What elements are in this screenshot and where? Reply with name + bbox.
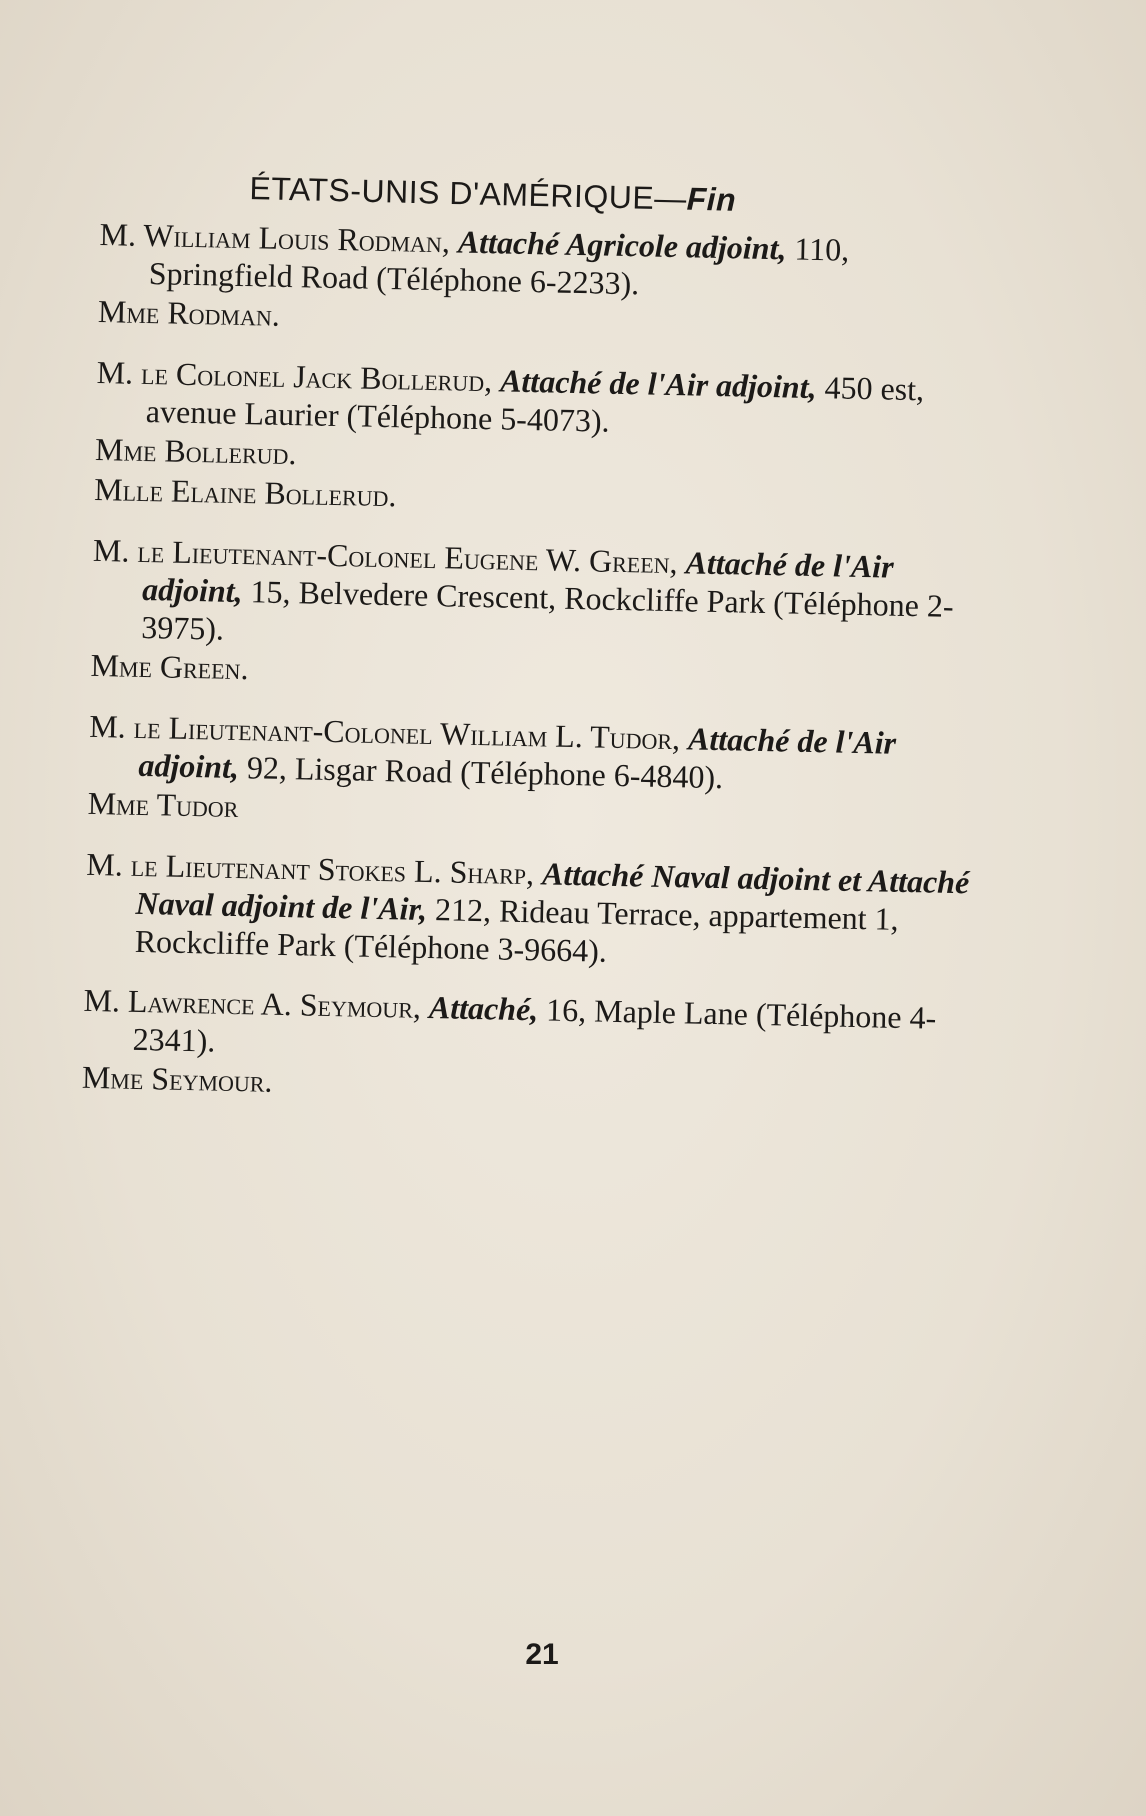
entry-address: 16, Maple Lane (Téléphone 4-2341). — [132, 991, 937, 1059]
entry-title: Attaché Naval adjoint et Attaché Naval adjoint de l'Air, — [135, 855, 970, 927]
entry-title: Attaché de l'Air adjoint, — [141, 544, 894, 610]
entry-name: M. le Lieutenant-Colonel Eugene W. Green, — [92, 531, 679, 581]
list-item — [98, 215, 1000, 350]
entry-name: M. le Lieutenant-Colonel William L. Tudor, — [88, 707, 681, 757]
list-item — [82, 981, 984, 1116]
entry-address: 92, Lisgar Road (Téléphone 6-4840). — [246, 749, 724, 796]
entry-name: M. Lawrence A. Seymour, — [83, 981, 422, 1025]
entry-title: Attaché Agricole adjoint, — [457, 223, 787, 267]
entry-list — [81, 215, 1000, 1138]
entry-title: Attaché de l'Air adjoint, — [138, 720, 897, 786]
entry-family: Mlle Elaine Bollerud. — [93, 470, 397, 514]
page-number: 21 — [525, 1638, 559, 1671]
entry-family: Mme Green. — [90, 646, 249, 687]
entry-name: M. le Colonel Jack Bollerud, — [96, 353, 493, 399]
entry-family: Mme Bollerud. — [94, 430, 297, 472]
entry-address: 212, Rideau Terrace, appartement 1, Rockcliffe Park (Téléphone 3-9664). — [134, 891, 900, 969]
heading-main: ÉTATS-UNIS D'AMÉRIQUE— — [249, 170, 688, 217]
list-item — [90, 531, 993, 704]
entry-family: Mme Tudor — [87, 784, 239, 825]
list-item — [94, 353, 997, 528]
entry-address: 450 est, avenue Laurier (Téléphone 5-4073). — [145, 369, 925, 439]
entry-family: Mme Seymour. — [81, 1058, 273, 1099]
entry-address: 110, Springfield Road (Téléphone 6-2233). — [148, 230, 850, 302]
page-heading — [249, 170, 870, 222]
list-item — [87, 707, 989, 842]
entry-address: 15, Belvedere Crescent, Rockcliffe Park (Téléphone 2-3975). — [141, 573, 954, 647]
entry-text — [91, 531, 993, 664]
entry-text — [84, 845, 986, 978]
entry-name: M. William Louis Rodman, — [99, 215, 451, 260]
entry-name: M. le Lieutenant Stokes L. Sharp, — [86, 845, 535, 892]
entry-title: Attaché de l'Air adjoint, — [499, 362, 817, 406]
entry-title: Attaché, — [428, 989, 539, 1028]
heading-suffix: Fin — [686, 180, 737, 218]
entry-family: Mme Rodman. — [97, 292, 281, 333]
list-item — [84, 845, 986, 978]
